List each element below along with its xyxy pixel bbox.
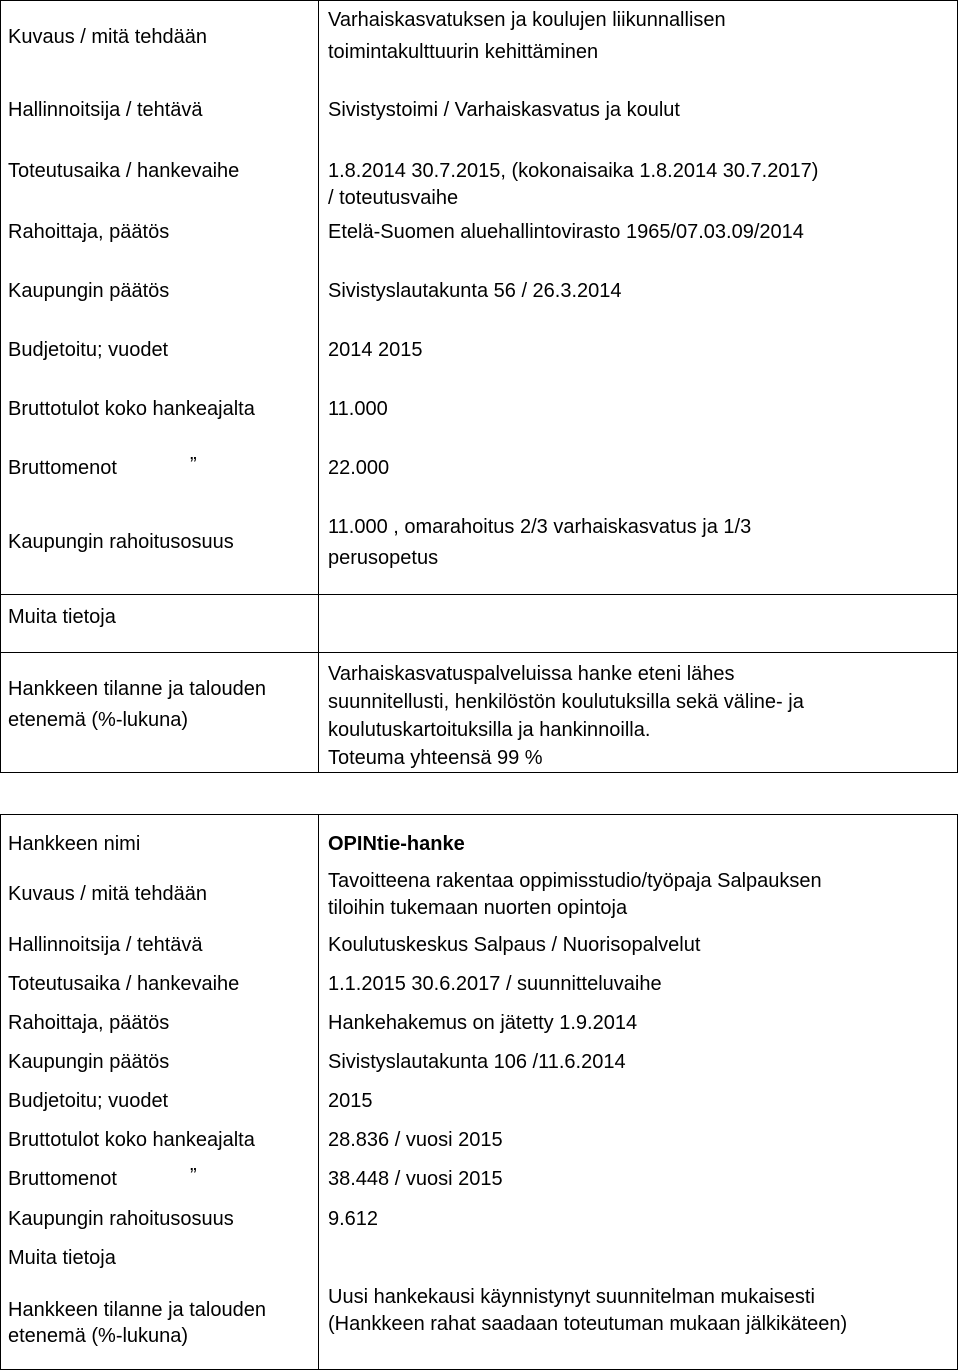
row-label-budjetoitu: Budjetoitu; vuodet: [8, 339, 169, 361]
ditto-mark: ”: [190, 1165, 197, 1187]
row-label-kaupungin-paatos: Kaupungin päätös: [8, 280, 170, 302]
table-border: [957, 0, 958, 773]
row-label-bruttotulot: Bruttotulot koko hankeajalta: [8, 1129, 255, 1151]
row-label-kuvaus: Kuvaus / mitä tehdään: [8, 883, 208, 905]
row-value-rahoittaja: Hankehakemus on jätetty 1.9.2014: [328, 1012, 638, 1034]
row-value-tilanne-2: (Hankkeen rahat saadaan toteutuman mukaan jälkikäteen): [328, 1313, 848, 1335]
column-divider: [318, 814, 319, 1370]
row-value-bruttotulot: 28.836 / vuosi 2015: [328, 1129, 503, 1151]
row-value-toteutusaika-1: 1.8.2014 30.7.2015, (kokonaisaika 1.8.2014 30.7.2017): [328, 160, 819, 182]
row-value-tilanne-3: koulutuskartoituksilla ja hankinnoilla.: [328, 719, 651, 741]
row-divider: [0, 652, 958, 653]
row-value-kuvaus-2: toimintakulttuurin kehittäminen: [328, 41, 599, 63]
row-label-rahoittaja: Rahoittaja, päätös: [8, 221, 170, 243]
project-name: OPINtie-hanke: [328, 833, 465, 855]
table-border: [957, 814, 958, 1370]
row-label-bruttomenot: Bruttomenot: [8, 457, 117, 479]
row-value-bruttomenot: 38.448 / vuosi 2015: [328, 1168, 503, 1190]
row-value-tilanne-1: Varhaiskasvatuspalveluissa hanke eteni lähes: [328, 663, 735, 685]
row-value-kuvaus-2: tiloihin tukemaan nuorten opintoja: [328, 897, 628, 919]
table-border: [0, 772, 958, 773]
project-table-2: [0, 814, 958, 1370]
row-label-muita: Muita tietoja: [8, 1247, 116, 1269]
row-value-budjetoitu: 2014 2015: [328, 339, 423, 361]
row-label-toteutusaika: Toteutusaika / hankevaihe: [8, 973, 240, 995]
table-border: [0, 814, 958, 815]
row-label-muita: Muita tietoja: [8, 606, 116, 628]
row-value-toteutusaika: 1.1.2015 30.6.2017 / suunnitteluvaihe: [328, 973, 662, 995]
row-value-kuvaus-1: Varhaiskasvatuksen ja koulujen liikunnallisen: [328, 9, 726, 31]
row-value-tilanne-2: suunnitellusti, henkilöstön koulutuksilla sekä väline- ja: [328, 691, 804, 713]
row-label-tilanne-1: Hankkeen tilanne ja talouden: [8, 1299, 266, 1321]
column-divider: [318, 0, 319, 773]
ditto-mark: ”: [190, 454, 197, 476]
row-label-rahoitusosuus: Kaupungin rahoitusosuus: [8, 1208, 234, 1230]
row-value-kuvaus-1: Tavoitteena rakentaa oppimisstudio/työpaja Salpauksen: [328, 870, 822, 892]
row-value-kaupungin-paatos: Sivistyslautakunta 56 / 26.3.2014: [328, 280, 622, 302]
row-label-kuvaus: Kuvaus / mitä tehdään: [8, 26, 208, 48]
row-value-bruttomenot: 22.000: [328, 457, 390, 479]
row-value-kaupungin-paatos: Sivistyslautakunta 106 /11.6.2014: [328, 1051, 626, 1073]
row-value-tilanne-4: Toteuma yhteensä 99 %: [328, 747, 543, 769]
row-label-rahoittaja: Rahoittaja, päätös: [8, 1012, 170, 1034]
row-label-bruttotulot: Bruttotulot koko hankeajalta: [8, 398, 255, 420]
row-value-rahoitusosuus-2: perusopetus: [328, 547, 439, 569]
row-value-hallinnoitsija: Koulutuskeskus Salpaus / Nuorisopalvelut: [328, 934, 701, 956]
row-label-hallinnoitsija: Hallinnoitsija / tehtävä: [8, 934, 203, 956]
row-value-budjetoitu: 2015: [328, 1090, 373, 1112]
row-value-hallinnoitsija: Sivistystoimi / Varhaiskasvatus ja koulut: [328, 99, 680, 121]
table-border: [0, 0, 1, 773]
row-value-rahoitusosuus-1: 11.000 , omarahoitus 2/3 varhaiskasvatus ja 1/3: [328, 516, 752, 538]
row-value-bruttotulot: 11.000: [328, 398, 388, 420]
row-label-toteutusaika: Toteutusaika / hankevaihe: [8, 160, 240, 182]
row-value-toteutusaika-2: / toteutusvaihe: [328, 187, 459, 209]
row-label-nimi: Hankkeen nimi: [8, 833, 141, 855]
row-value-rahoittaja: Etelä-Suomen aluehallintovirasto 1965/07.03.09/2014: [328, 221, 804, 243]
row-value-tilanne-1: Uusi hankekausi käynnistynyt suunnitelman mukaisesti: [328, 1286, 815, 1308]
row-label-bruttomenot: Bruttomenot: [8, 1168, 117, 1190]
row-label-budjetoitu: Budjetoitu; vuodet: [8, 1090, 169, 1112]
row-value-rahoitusosuus: 9.612: [328, 1208, 379, 1230]
row-label-tilanne-2: etenemä (%-lukuna): [8, 1325, 189, 1347]
table-border: [0, 0, 958, 1]
row-divider: [0, 594, 958, 595]
row-label-tilanne-2: etenemä (%-lukuna): [8, 709, 189, 731]
table-border: [0, 814, 1, 1370]
row-label-hallinnoitsija: Hallinnoitsija / tehtävä: [8, 99, 203, 121]
row-label-kaupungin-paatos: Kaupungin päätös: [8, 1051, 170, 1073]
row-label-rahoitusosuus: Kaupungin rahoitusosuus: [8, 531, 234, 553]
row-label-tilanne-1: Hankkeen tilanne ja talouden: [8, 678, 266, 700]
